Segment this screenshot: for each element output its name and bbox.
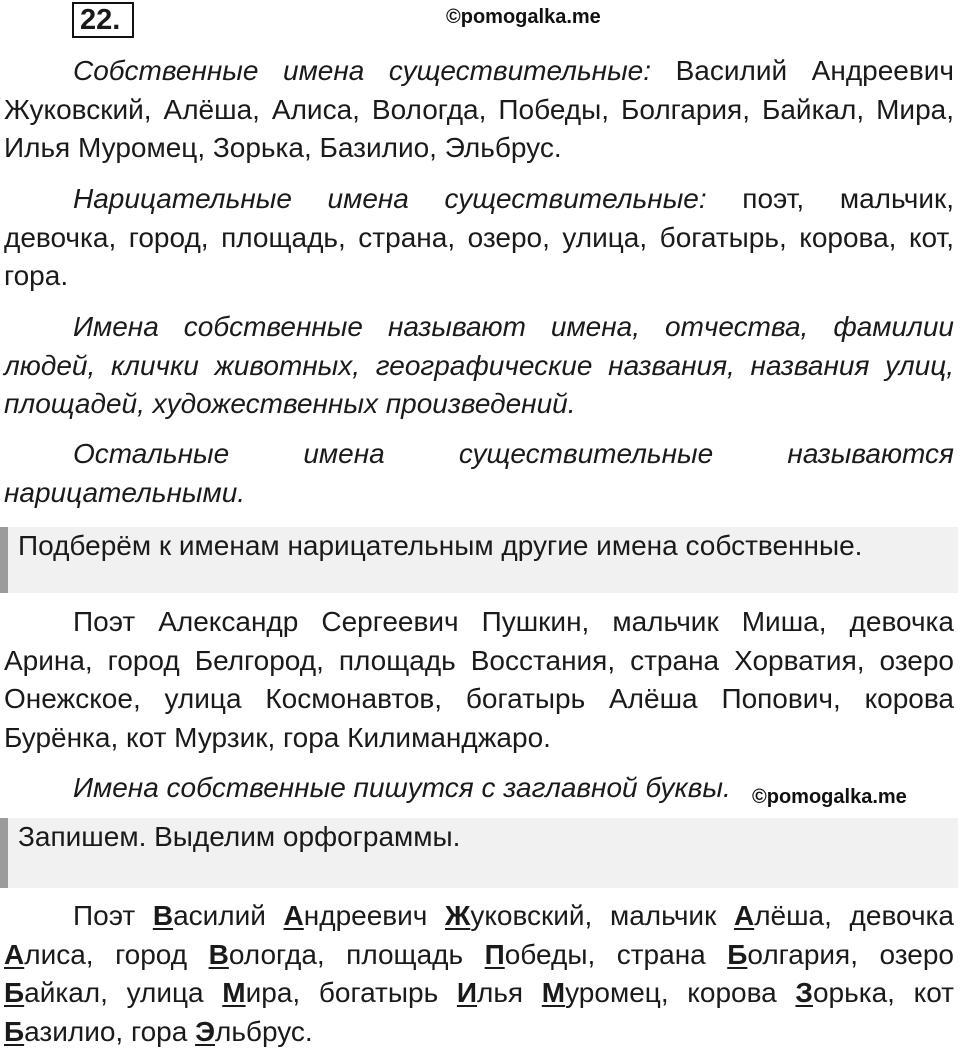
answer-text-segment: уромец, корова <box>565 977 796 1008</box>
answer-text-segment: Поэт <box>73 900 153 931</box>
answer-text-segment: уковский, мальчик <box>470 900 734 931</box>
capital-letter-orthogram: Б <box>4 977 25 1008</box>
answer-text-segment: азилио, гора <box>24 1015 196 1047</box>
answer-text-segment: асилий <box>173 900 284 931</box>
task-banner-text: Запишем. Выделим орфограммы. <box>18 821 461 852</box>
task-banner-write <box>0 818 958 888</box>
task-number: 22. <box>72 2 134 38</box>
proper-nouns-label: Собственные имена существительные: <box>73 55 652 86</box>
capital-letter-orthogram: Ж <box>445 900 471 931</box>
answer-text-segment: ира, богатырь <box>245 977 457 1008</box>
task-banner-text: Подберём к именам нарицательным другие имена собственные. <box>18 530 863 561</box>
paragraph-common-nouns <box>4 180 954 296</box>
paragraph-capital-rule: Имена собственные пишутся с заглавной буквы. <box>73 772 731 803</box>
answer-text-segment: ологда, площадь <box>228 938 485 970</box>
paragraph-proper-nouns-rule: Имена собственные называют имена, отчества, фамилии людей, клички животных, географические названия, названия улиц, площадей, художественных произведений. <box>4 311 954 419</box>
capital-letter-orthogram: Б <box>4 1015 25 1047</box>
answer-text-segment: орька, кот <box>812 977 954 1008</box>
answer-text-segment: лёша, девочка <box>754 900 954 931</box>
paragraph-proper-nouns <box>4 52 954 168</box>
proper-nouns-list: Василий Андреевич Жуковский, Алёша, Алиса, Вологда, Победы, Болгария, Байкал, Мира, Илья Муромец, Зорька, Базилио, Эльбрус. <box>4 55 954 163</box>
capital-letter-orthogram: П <box>484 938 505 970</box>
capital-letter-orthogram: Б <box>727 938 748 970</box>
common-nouns-list: поэт, мальчик, девочка, город, площадь, страна, озеро, улица, богатырь, корова, кот, гора. <box>4 183 954 291</box>
capital-letter-orthogram: М <box>541 977 566 1008</box>
answer-text-segment: ндреевич <box>303 900 446 931</box>
answer-text-segment: обеды, страна <box>504 938 728 970</box>
capital-letter-orthogram: Э <box>195 1015 215 1047</box>
watermark-top: ©pomogalka.me <box>446 6 601 28</box>
answer-text-segment: айкал, улица <box>24 977 223 1008</box>
capital-letter-orthogram: В <box>152 900 174 931</box>
task-banner-pick-names <box>0 527 958 593</box>
capital-letter-orthogram: А <box>283 900 304 931</box>
capital-letter-orthogram: А <box>733 900 755 931</box>
answer-text-segment: лья <box>477 977 542 1008</box>
paragraph-examples: Поэт Александр Сергеевич Пушкин, мальчик Миша, девочка Арина, город Белгород, площадь Восстания, страна Хорватия, озеро Онежское, улица Космонавтов, богатырь Алёша Попович, корова Бурёнка, кот Мурзик, гора Килиманджаро. <box>4 606 954 753</box>
watermark-middle: ©pomogalka.me <box>752 786 907 808</box>
answer-text-segment: льбрус. <box>215 1015 313 1047</box>
capital-letter-orthogram: А <box>4 938 25 970</box>
answer-text-segment: олгария, озеро <box>747 938 954 970</box>
common-nouns-label: Нарицательные имена существительные: <box>73 183 707 214</box>
capital-letter-orthogram: М <box>222 977 246 1008</box>
capital-letter-orthogram: З <box>795 977 813 1008</box>
rule-line-2: нарицательными. <box>4 476 246 508</box>
capital-letter-orthogram: И <box>456 977 477 1008</box>
answer-text-segment: лиса, город <box>24 938 209 970</box>
rule-line-1: Остальные имена существительные называются <box>73 438 954 469</box>
capital-letter-orthogram: В <box>208 938 229 970</box>
paragraph-written-answer <box>4 897 954 1051</box>
paragraph-common-nouns-rule <box>4 435 954 512</box>
